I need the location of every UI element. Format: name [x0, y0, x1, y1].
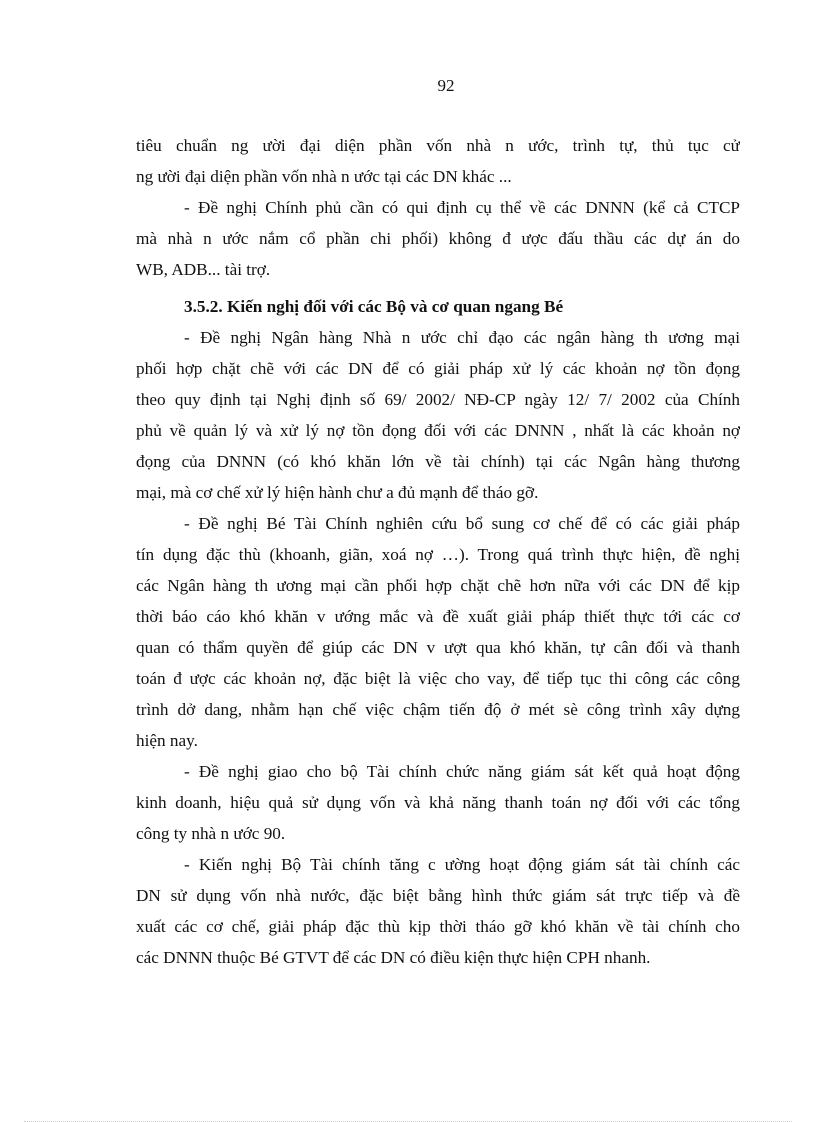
page-number: 92 — [437, 76, 455, 95]
section-heading: 3.5.2. Kiến nghị đối với các Bộ và cơ quan ngang Bé — [184, 297, 564, 316]
text-line: đọng của DNNN (có khó khăn lớn về tài chính) tại các Ngân hàng thương — [136, 452, 740, 471]
text-line: mà nhà n ước nắm cổ phần chi phối) không đ ược đấu thầu các dự án do — [136, 229, 740, 248]
text-line: hiện nay. — [136, 731, 198, 750]
paragraph-2 — [136, 192, 740, 285]
text-line: tiêu chuẩn ng ười đại diện phần vốn nhà n ước, trình tự, thủ tục cử — [136, 136, 740, 155]
text-line: tín dụng đặc thù (khoanh, giãn, xoá nợ …). Trong quá trình thực hiện, đề nghị — [136, 545, 740, 564]
text-line: thời báo cáo khó khăn v ướng mắc và đề xuất giải pháp thiết thực tới các cơ — [136, 607, 740, 626]
paragraph-3 — [136, 322, 740, 508]
paragraph-6 — [136, 849, 740, 973]
text-line: DN sử dụng vốn nhà nước, đặc biệt bằng hình thức giám sát trực tiếp và đề — [136, 886, 740, 905]
document-body — [136, 130, 740, 973]
text-line: - Đề nghị Chính phủ cần có qui định cụ thể về các DNNN (kể cả CTCP — [184, 198, 740, 217]
text-line: - Kiến nghị Bộ Tài chính tăng c ường hoạt động giám sát tài chính các — [184, 855, 740, 874]
text-line: theo quy định tại Nghị định số 69/ 2002/ NĐ-CP ngày 12/ 7/ 2002 của Chính — [136, 390, 740, 409]
text-line: ng ười đại diện phần vốn nhà n ước tại các DN khác ... — [136, 167, 512, 186]
text-line: quan có thẩm quyền để giúp các DN v ượt qua khó khăn, tự cân đối và thanh — [136, 638, 740, 657]
paragraph-5 — [136, 756, 740, 849]
text-line: - Đề nghị Bé Tài Chính nghiên cứu bổ sung cơ chế để có các giải pháp — [184, 514, 740, 533]
text-line: các DNNN thuộc Bé GTVT để các DN có điều kiện thực hiện CPH nhanh. — [136, 948, 651, 967]
text-line: trình dở dang, nhằm hạn chế việc chậm tiến độ ở mét sè công trình xây dựng — [136, 700, 740, 719]
page-bottom-border — [24, 1121, 792, 1122]
text-line: kinh doanh, hiệu quả sử dụng vốn và khả năng thanh toán nợ đối với các tổng — [136, 793, 740, 812]
paragraph-1 — [136, 130, 740, 192]
text-line: phối hợp chặt chẽ với các DN để có giải pháp xử lý các khoản nợ tồn đọng — [136, 359, 740, 378]
text-line: mại, mà cơ chế xử lý hiện hành chư a đủ mạnh để tháo gỡ. — [136, 483, 539, 502]
text-line: - Đề nghị Ngân hàng Nhà n ước chỉ đạo các ngân hàng th ương mại — [184, 328, 740, 347]
text-line: các Ngân hàng th ương mại cần phối hợp chặt chẽ hơn nữa với các DN để kịp — [136, 576, 740, 595]
text-line: xuất các cơ chế, giải pháp đặc thù kịp thời tháo gỡ khó khăn về tài chính cho — [136, 917, 740, 936]
text-line: công ty nhà n ước 90. — [136, 824, 286, 843]
text-line: - Đề nghị giao cho bộ Tài chính chức năng giám sát kết quả hoạt động — [184, 762, 740, 781]
text-line: phủ về quản lý và xử lý nợ tồn đọng đối với các DNNN , nhất là các khoản nợ — [136, 421, 740, 440]
paragraph-4 — [136, 508, 740, 756]
text-line: toán đ ược các khoản nợ, đặc biệt là việc cho vay, để tiếp tục thi công các công — [136, 669, 740, 688]
text-line: WB, ADB... tài trợ. — [136, 260, 271, 279]
